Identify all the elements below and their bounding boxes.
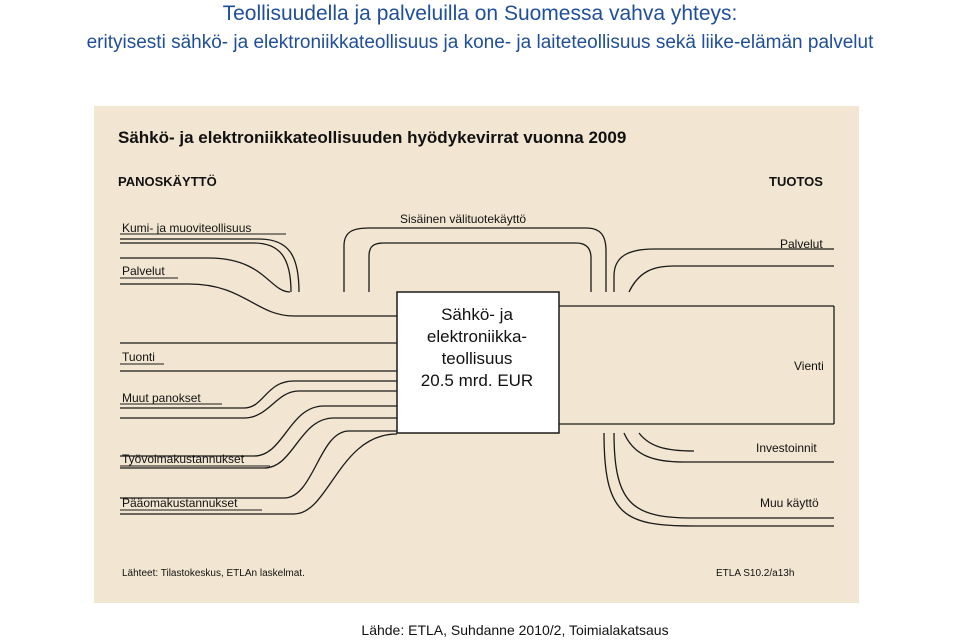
slide-source: Lähde: ETLA, Suhdanne 2010/2, Toimialakatsaus (361, 622, 669, 638)
figure-sources: Lähteet: Tilastokeskus, ETLAn laskelmat. (122, 568, 305, 579)
center-line-1: Sähkö- ja (441, 305, 513, 324)
input-label-palvelut: Palvelut (122, 264, 165, 278)
flow-diagram (94, 106, 859, 603)
flow-internal-loop-inner (369, 243, 591, 292)
internal-use-label: Sisäinen välituotekäyttö (400, 212, 527, 226)
flow-input-palvelut-bottom (120, 284, 397, 316)
center-line-3: teollisuus (441, 349, 513, 368)
output-label-muu: Muu käyttö (760, 496, 819, 510)
flow-output-palvelut-bottom (629, 266, 834, 292)
slide-subtitle: erityisesti sähkö- ja elektroniikkateollisuus ja kone- ja laiteteollisuus sekä liike-elämän palvelut (86, 32, 874, 53)
input-label-tyovoima: Työvoimakustannukset (122, 452, 245, 466)
flow-output-investoinnit-bottom (639, 433, 694, 451)
input-header: PANOSKÄYTTÖ (118, 174, 217, 189)
figure-title: Sähkö- ja elektroniikkateollisuuden hyödykevirrat vuonna 2009 (118, 128, 627, 147)
output-label-palvelut: Palvelut (780, 237, 823, 251)
input-label-tuonti: Tuonti (122, 350, 155, 364)
flow-output-palvelut (614, 249, 834, 292)
output-header: TUOTOS (769, 174, 823, 189)
input-label-muut: Muut panokset (122, 391, 201, 405)
output-label-investoinnit: Investoinnit (756, 441, 817, 455)
output-label-vienti: Vienti (794, 359, 824, 373)
figure-code: ETLA S10.2/a13h (716, 568, 795, 579)
input-label-paaoma: Pääomakustannukset (122, 496, 238, 510)
slide-title: Teollisuudella ja palveluilla on Suomessa vahva yhteys: (222, 2, 738, 25)
input-label-kumi: Kumi- ja muoviteollisuus (122, 221, 252, 235)
flow-internal-loop-outer (344, 228, 606, 292)
center-line-4: 20.5 mrd. EUR (420, 371, 534, 390)
center-line-2: elektroniikka- (426, 327, 528, 346)
center-label (397, 304, 557, 392)
